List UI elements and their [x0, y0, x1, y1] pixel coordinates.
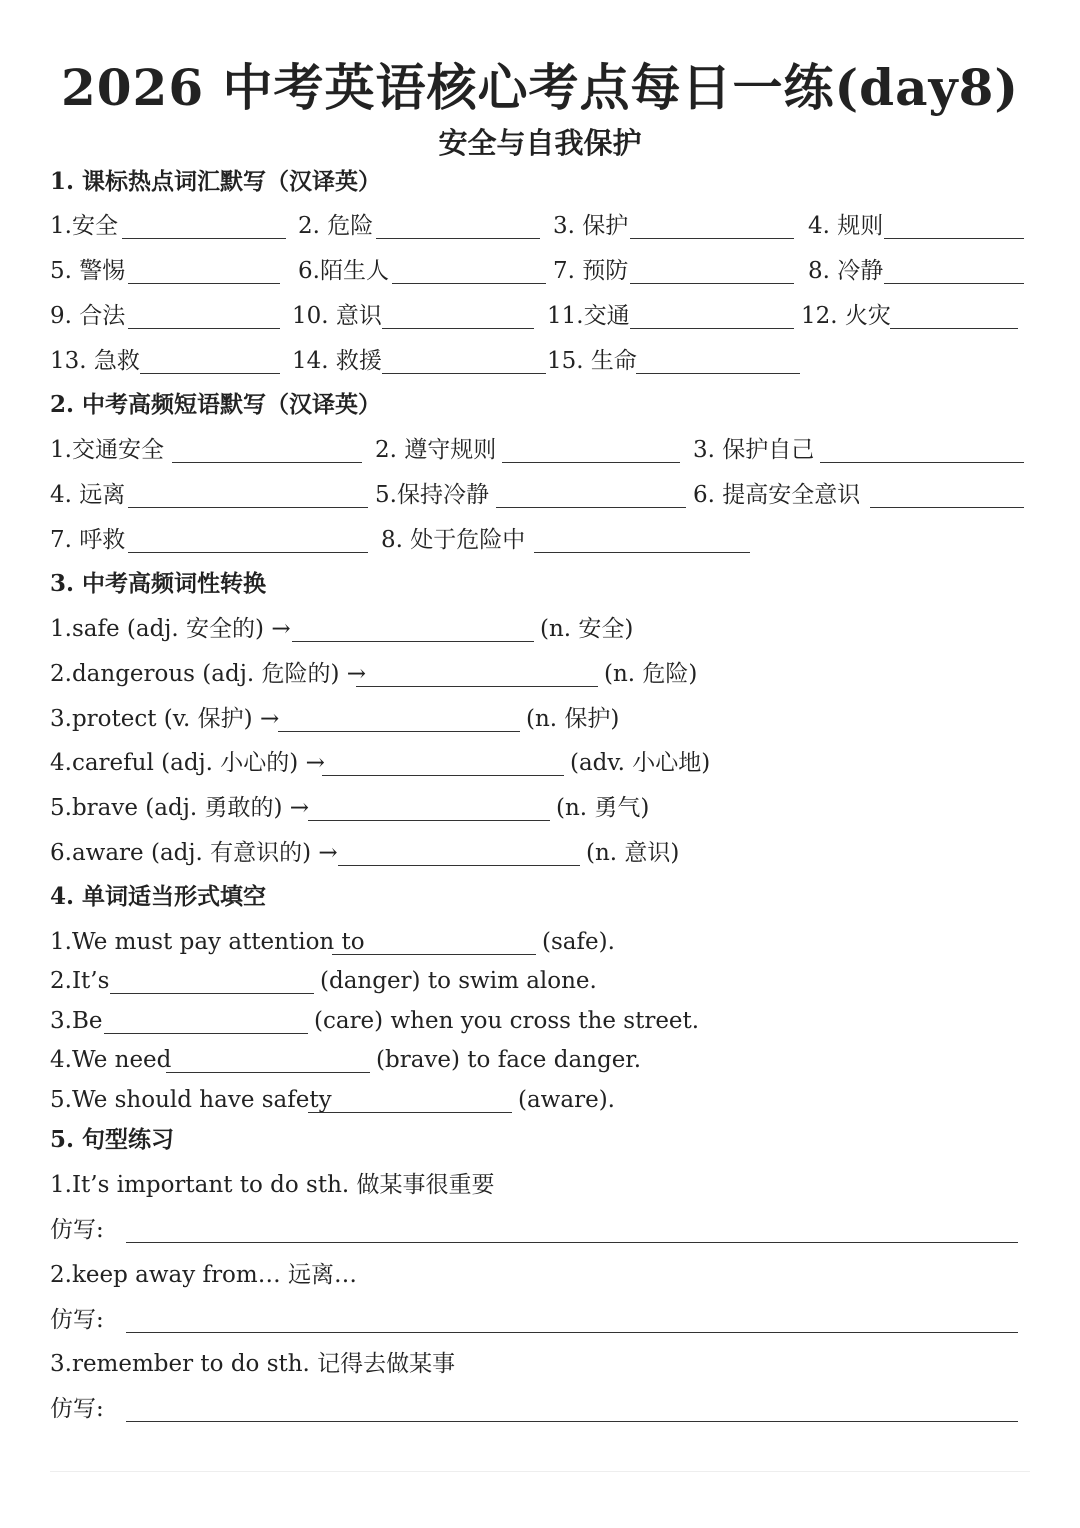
phrase-item: 4. 远离: [50, 482, 126, 508]
fill-sentence-start: 4.We need: [50, 1047, 172, 1073]
conversion-hint: (n. 危险): [604, 661, 698, 687]
imitate-label: 仿写:: [50, 1217, 104, 1243]
section2-heading: 2. 中考高频短语默写（汉译英）: [50, 391, 382, 418]
fill-blank[interactable]: [308, 1112, 512, 1113]
fill-sentence-start: 1.We must pay attention to: [50, 929, 365, 955]
vocab-item: 13. 急救: [50, 348, 140, 374]
fill-sentence-start: 2.It’s: [50, 968, 110, 994]
vocab-blank[interactable]: [122, 238, 286, 239]
section1-heading: 1. 课标热点词汇默写（汉译英）: [50, 168, 382, 195]
vocab-item: 15. 生命: [547, 348, 637, 374]
phrase-item: 6. 提高安全意识: [693, 482, 861, 508]
bottom-divider: [50, 1471, 1030, 1472]
pattern-item: 1.It’s important to do sth. 做某事很重要: [50, 1172, 495, 1198]
vocab-item: 14. 救援: [292, 348, 382, 374]
fill-sentence-end: (danger) to swim alone.: [320, 968, 597, 994]
imitate-label: 仿写:: [50, 1307, 104, 1333]
vocab-item: 4. 规则: [808, 213, 884, 239]
conversion-prompt: 3.protect (v. 保护) →: [50, 706, 280, 732]
vocab-blank[interactable]: [392, 283, 546, 284]
fill-blank[interactable]: [104, 1033, 308, 1034]
section5-heading: 5. 句型练习: [50, 1126, 175, 1153]
vocab-item: 12. 火灾: [801, 303, 891, 329]
vocab-blank[interactable]: [884, 283, 1024, 284]
fill-sentence-end: (brave) to face danger.: [376, 1047, 642, 1073]
imitate-line[interactable]: [126, 1421, 1018, 1422]
vocab-blank[interactable]: [382, 328, 534, 329]
phrase-item: 1.交通安全: [50, 437, 164, 463]
vocab-blank[interactable]: [128, 328, 280, 329]
phrase-blank[interactable]: [870, 507, 1024, 508]
phrase-item: 8. 处于危险中: [381, 527, 526, 553]
vocab-blank[interactable]: [630, 283, 794, 284]
vocab-item: 7. 预防: [553, 258, 629, 284]
conversion-prompt: 6.aware (adj. 有意识的) →: [50, 840, 338, 866]
conversion-hint: (n. 勇气): [556, 795, 650, 821]
fill-sentence-start: 3.Be: [50, 1008, 103, 1034]
fill-sentence-end: (aware).: [518, 1087, 615, 1113]
phrase-item: 7. 呼救: [50, 527, 126, 553]
vocab-blank[interactable]: [630, 238, 794, 239]
phrase-blank[interactable]: [128, 507, 368, 508]
conversion-blank[interactable]: [308, 820, 550, 821]
phrase-item: 2. 遵守规则: [375, 437, 497, 463]
conversion-hint: (n. 保护): [526, 706, 620, 732]
conversion-hint: (n. 意识): [586, 840, 680, 866]
fill-sentence-end: (care) when you cross the street.: [314, 1008, 700, 1034]
fill-sentence-end: (safe).: [542, 929, 615, 955]
phrase-blank[interactable]: [496, 507, 686, 508]
page-subtitle: 安全与自我保护: [438, 126, 642, 160]
vocab-blank[interactable]: [140, 373, 280, 374]
conversion-prompt: 5.brave (adj. 勇敢的) →: [50, 795, 310, 821]
phrase-blank[interactable]: [172, 462, 362, 463]
phrase-blank[interactable]: [534, 552, 750, 553]
phrase-blank[interactable]: [502, 462, 680, 463]
pattern-item: 3.remember to do sth. 记得去做某事: [50, 1351, 456, 1377]
section4-heading: 4. 单词适当形式填空: [50, 883, 267, 910]
vocab-blank[interactable]: [636, 373, 800, 374]
conversion-blank[interactable]: [338, 865, 580, 866]
imitate-line[interactable]: [126, 1332, 1018, 1333]
phrase-item: 5.保持冷静: [375, 482, 489, 508]
conversion-prompt: 1.safe (adj. 安全的) →: [50, 616, 291, 642]
conversion-prompt: 2.dangerous (adj. 危险的) →: [50, 661, 367, 687]
pattern-item: 2.keep away from… 远离…: [50, 1262, 358, 1288]
conversion-hint: (adv. 小心地): [570, 750, 711, 776]
vocab-blank[interactable]: [382, 373, 546, 374]
vocab-blank[interactable]: [890, 328, 1018, 329]
section3-heading: 3. 中考高频词性转换: [50, 570, 267, 597]
fill-sentence-start: 5.We should have safety: [50, 1087, 332, 1113]
conversion-blank[interactable]: [292, 641, 534, 642]
vocab-item: 6.陌生人: [298, 258, 389, 284]
imitate-label: 仿写:: [50, 1396, 104, 1422]
vocab-item: 2. 危险: [298, 213, 374, 239]
vocab-blank[interactable]: [128, 283, 280, 284]
vocab-item: 11.交通: [547, 303, 630, 329]
vocab-item: 3. 保护: [553, 213, 629, 239]
phrase-blank[interactable]: [820, 462, 1024, 463]
vocab-item: 10. 意识: [292, 303, 382, 329]
fill-blank[interactable]: [332, 954, 536, 955]
conversion-blank[interactable]: [322, 775, 564, 776]
vocab-item: 9. 合法: [50, 303, 126, 329]
vocab-blank[interactable]: [376, 238, 540, 239]
conversion-prompt: 4.careful (adj. 小心的) →: [50, 750, 325, 776]
fill-blank[interactable]: [166, 1072, 370, 1073]
phrase-blank[interactable]: [128, 552, 368, 553]
vocab-item: 8. 冷静: [808, 258, 884, 284]
conversion-blank[interactable]: [278, 731, 520, 732]
conversion-blank[interactable]: [356, 686, 598, 687]
conversion-hint: (n. 安全): [540, 616, 634, 642]
imitate-line[interactable]: [126, 1242, 1018, 1243]
vocab-item: 1.安全: [50, 213, 118, 239]
fill-blank[interactable]: [110, 993, 314, 994]
vocab-item: 5. 警惕: [50, 258, 126, 284]
phrase-item: 3. 保护自己: [693, 437, 815, 463]
page-title: 2026 中考英语核心考点每日一练(day8): [60, 58, 1020, 117]
vocab-blank[interactable]: [630, 328, 794, 329]
vocab-blank[interactable]: [884, 238, 1024, 239]
